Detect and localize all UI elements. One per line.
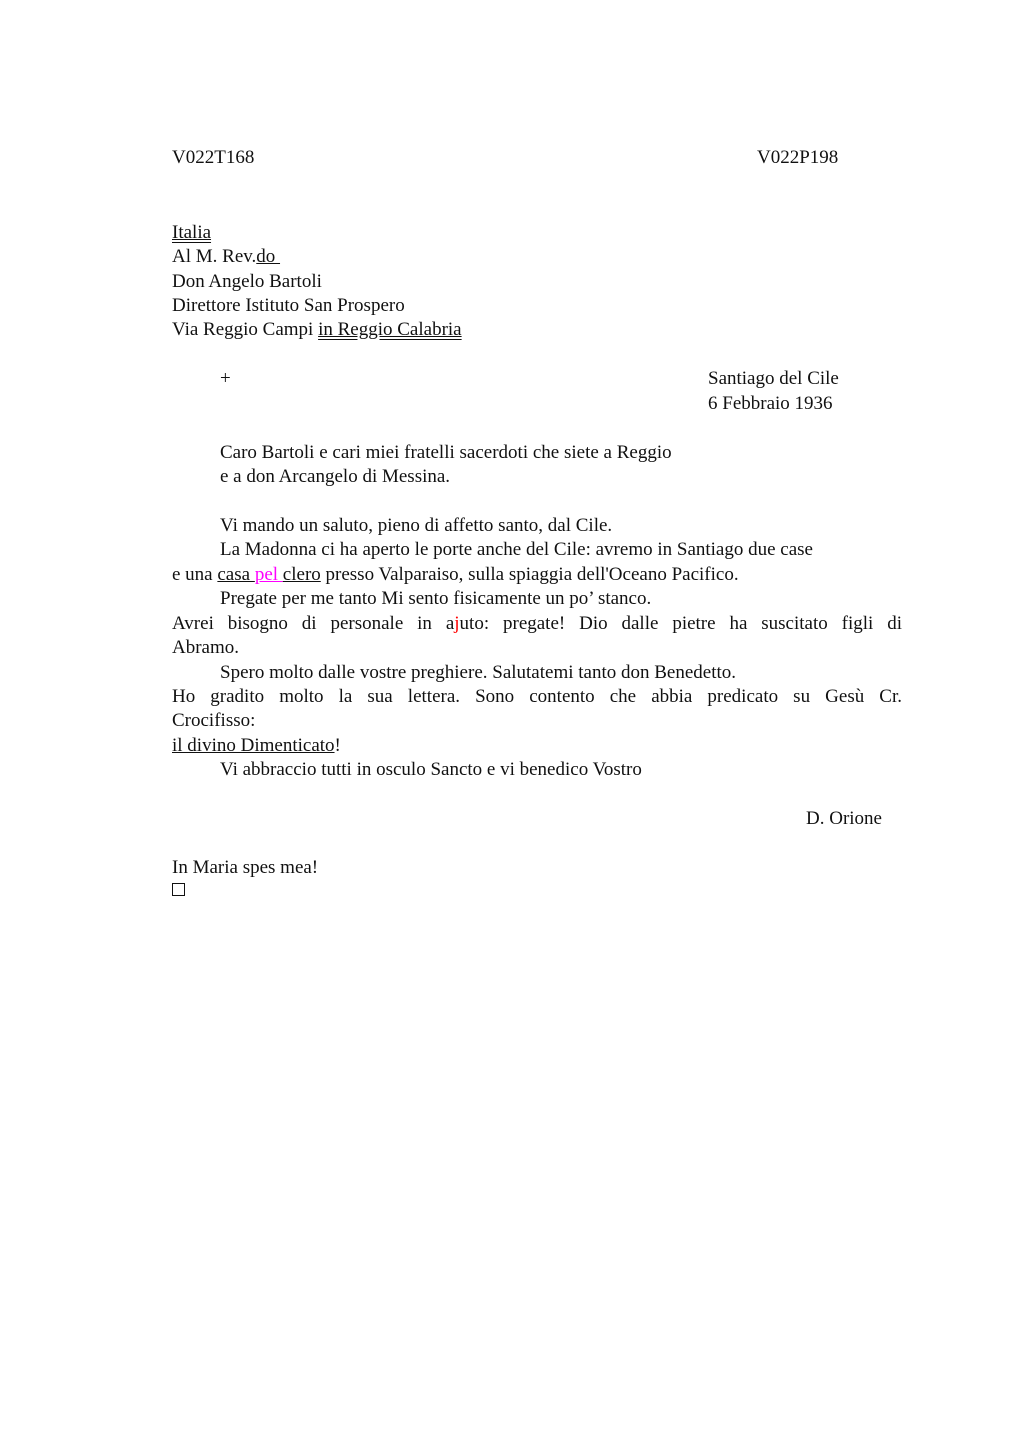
divino-dimenticato: il divino Dimenticato bbox=[172, 735, 335, 756]
closing-motto: In Maria spes mea! bbox=[172, 857, 319, 878]
body-paragraph-1: Vi mando un saluto, pieno di affetto santo, dal Cile. bbox=[220, 515, 613, 536]
p6-exclamation: ! bbox=[334, 735, 341, 756]
address-street bbox=[172, 318, 462, 342]
body-paragraph-2-line-1: La Madonna ci ha aperto le porte anche del Cile: avremo in Santiago due case bbox=[220, 539, 813, 560]
body-paragraph-6-line-1: Ho gradito molto la sua lettera. Sono contento che abbia predicato su Gesù Cr. bbox=[172, 686, 902, 707]
body-paragraph-3: Pregate per me tanto Mi sento fisicamente un po’ stanco. bbox=[220, 588, 652, 609]
p4-letter-j: j bbox=[454, 613, 460, 634]
greeting-line-1: Caro Bartoli e cari miei fratelli sacerdoti che siete a Reggio bbox=[220, 442, 672, 463]
greeting-line-2: e a don Arcangelo di Messina. bbox=[220, 466, 451, 487]
address-salutation bbox=[172, 245, 280, 269]
p2-casa: casa bbox=[217, 564, 255, 585]
header-left-code: V022T168 bbox=[172, 147, 255, 168]
p4-text-b: uto: pregate! Dio dalle pietre ha suscitato figli di bbox=[459, 613, 902, 634]
address-name: Don Angelo Bartoli bbox=[172, 271, 322, 292]
p2-clero: clero bbox=[282, 564, 321, 585]
address-country-text: Italia bbox=[172, 222, 212, 243]
p2-pel: pel bbox=[254, 564, 283, 585]
dateline-date: 6 Febbraio 1936 bbox=[708, 393, 833, 414]
checkbox-glyph-icon bbox=[172, 883, 185, 896]
address-street-text: Via Reggio Campi bbox=[172, 319, 319, 340]
address-salutation-suffix: do bbox=[256, 246, 281, 267]
address-salutation-prefix: Al M. Rev. bbox=[172, 246, 257, 267]
body-paragraph-6-line-2: Crocifisso: bbox=[172, 710, 256, 731]
address-title: Direttore Istituto San Prospero bbox=[172, 295, 405, 316]
body-paragraph-4-line-2: Abramo. bbox=[172, 637, 240, 658]
body-paragraph-2-line-2 bbox=[172, 563, 739, 587]
signature: D. Orione bbox=[806, 808, 882, 829]
cross-mark: + bbox=[220, 368, 231, 389]
p2-text-b: presso Valparaiso, sulla spiaggia dell'Oceano Pacifico. bbox=[320, 564, 739, 585]
body-paragraph-5: Spero molto dalle vostre preghiere. Salutatemi tanto don Benedetto. bbox=[220, 662, 737, 683]
body-paragraph-7: Vi abbraccio tutti in osculo Sancto e vi benedico Vostro bbox=[220, 759, 642, 780]
body-paragraph-6-line-3 bbox=[172, 734, 341, 758]
p2-text-a: e una bbox=[172, 564, 218, 585]
p4-text-a: Avrei bisogno di personale in a bbox=[172, 613, 455, 634]
address-country bbox=[172, 221, 211, 245]
header-right-code: V022P198 bbox=[757, 147, 839, 168]
dateline-place: Santiago del Cile bbox=[708, 368, 839, 389]
address-city: in Reggio Calabria bbox=[318, 319, 462, 340]
body-paragraph-4-line-1 bbox=[172, 612, 902, 636]
